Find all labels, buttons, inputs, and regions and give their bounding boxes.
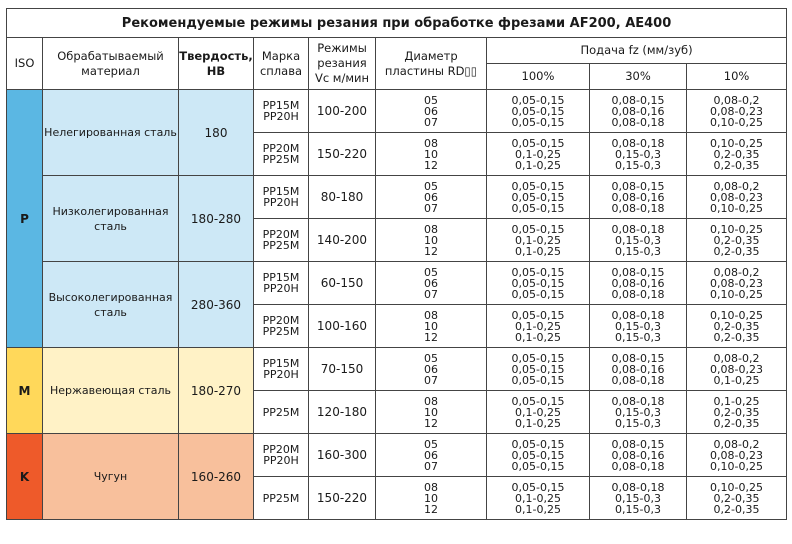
header-speed: Режимы резания Vc м/мин — [309, 38, 376, 90]
hardness-cell: 180-270 — [179, 348, 254, 434]
cell-value: 0,1-0,25 — [713, 373, 760, 387]
cell-value: 07 — [424, 287, 438, 301]
cell-value: 0,08-0,15 — [611, 265, 665, 279]
diameter-cell — [376, 90, 487, 133]
cell-value: 07 — [424, 459, 438, 473]
grade-cell — [254, 262, 309, 305]
feed-100-cell — [487, 133, 590, 176]
table-row — [7, 262, 787, 305]
grade-cell — [254, 348, 309, 391]
cell-value: 0,08-0,18 — [611, 201, 665, 215]
cell-value: 0,08-0,23 — [710, 104, 764, 118]
cell-value: 0,10-0,25 — [710, 459, 764, 473]
cell-value: 10 — [424, 233, 438, 247]
grade-cell — [254, 219, 309, 262]
cell-value: 0,08-0,16 — [611, 276, 665, 290]
grade-cell — [254, 305, 309, 348]
feed-10-cell — [687, 176, 787, 219]
grade-cell — [254, 477, 309, 520]
cell-value: 0,05-0,15 — [511, 222, 565, 236]
grade-value: PP25M — [262, 239, 300, 252]
feed-10-cell — [687, 219, 787, 262]
iso-group-cell: M — [7, 348, 43, 434]
diameter-cell — [376, 434, 487, 477]
cell-value: 0,1-0,25 — [515, 319, 561, 333]
grade-value: PP20M — [262, 443, 300, 456]
cell-value: 0,08-0,23 — [710, 276, 764, 290]
cutting-data-table — [6, 8, 787, 520]
speed-cell: 80-180 — [309, 176, 376, 219]
speed-cell: 150-220 — [309, 133, 376, 176]
cell-value: 0,10-0,25 — [710, 308, 764, 322]
cell-value: 0,15-0,3 — [615, 233, 661, 247]
feed-100-cell — [487, 176, 590, 219]
cell-value: 0,05-0,15 — [511, 136, 565, 150]
cell-value: 0,1-0,25 — [515, 147, 561, 161]
cell-value: 0,05-0,15 — [511, 190, 565, 204]
cell-value: 0,10-0,25 — [710, 480, 764, 494]
feed-10-cell — [687, 434, 787, 477]
cell-value: 0,2-0,35 — [713, 502, 760, 516]
grade-value: PP25M — [262, 491, 300, 505]
cell-value: 0,15-0,3 — [615, 330, 661, 344]
feed-10-cell — [687, 348, 787, 391]
cell-value: 0,08-0,16 — [611, 190, 665, 204]
header-feed-100: 100% — [487, 64, 590, 90]
cell-value: 0,08-0,18 — [611, 308, 665, 322]
cell-value: 05 — [424, 437, 438, 451]
cell-value: 0,1-0,25 — [515, 330, 561, 344]
cell-value: 0,15-0,3 — [615, 147, 661, 161]
header-feed-10: 10% — [687, 64, 787, 90]
cell-value: 05 — [424, 265, 438, 279]
speed-cell: 100-200 — [309, 90, 376, 133]
table-row — [7, 176, 787, 219]
diameter-cell — [376, 219, 487, 262]
material-cell: Нелегированная сталь — [43, 90, 179, 176]
cell-value: 0,08-0,18 — [611, 373, 665, 387]
cell-value: 0,10-0,25 — [710, 222, 764, 236]
cell-value: 0,05-0,15 — [511, 115, 565, 129]
header-material: Обрабатываемый материал — [43, 38, 179, 90]
header-grade: Марка сплава — [254, 38, 309, 90]
hardness-cell: 180-280 — [179, 176, 254, 262]
cell-value: 0,08-0,2 — [713, 179, 760, 193]
cell-value: 0,1-0,25 — [713, 394, 760, 408]
cell-value: 0,05-0,15 — [511, 362, 565, 376]
cell-value: 0,2-0,35 — [713, 416, 760, 430]
feed-10-cell — [687, 90, 787, 133]
cell-value: 08 — [424, 308, 438, 322]
feed-30-cell — [590, 219, 687, 262]
hardness-cell: 180 — [179, 90, 254, 176]
cell-value: 07 — [424, 115, 438, 129]
cell-value: 0,08-0,16 — [611, 448, 665, 462]
grade-value: PP15M — [262, 271, 300, 284]
cell-value: 0,08-0,23 — [710, 190, 764, 204]
grade-value: PP20M — [262, 314, 300, 327]
cell-value: 07 — [424, 373, 438, 387]
cell-value: 0,08-0,2 — [713, 437, 760, 451]
cell-value: 12 — [424, 502, 438, 516]
feed-100-cell — [487, 305, 590, 348]
feed-100-cell — [487, 477, 590, 520]
feed-10-cell — [687, 477, 787, 520]
header-diameter: Диаметр пластины RD▯▯ — [376, 38, 487, 90]
cell-value: 0,1-0,25 — [515, 491, 561, 505]
grade-value: PP20M — [262, 228, 300, 241]
table-row — [7, 348, 787, 391]
cell-value: 0,08-0,15 — [611, 179, 665, 193]
feed-100-cell — [487, 262, 590, 305]
table-title: Рекомендуемые режимы резания при обработке фрезами AF200, AE400 — [7, 9, 787, 38]
cell-value: 0,05-0,15 — [511, 480, 565, 494]
cell-value: 0,08-0,23 — [710, 448, 764, 462]
feed-10-cell — [687, 391, 787, 434]
diameter-cell — [376, 133, 487, 176]
cell-value: 0,08-0,2 — [713, 351, 760, 365]
cell-value: 0,08-0,15 — [611, 351, 665, 365]
cell-value: 0,05-0,15 — [511, 373, 565, 387]
grade-value: PP15M — [262, 357, 300, 370]
feed-30-cell — [590, 348, 687, 391]
cell-value: 0,08-0,2 — [713, 93, 760, 107]
cell-value: 0,05-0,15 — [511, 437, 565, 451]
cell-value: 06 — [424, 276, 438, 290]
cell-value: 0,05-0,15 — [511, 448, 565, 462]
hardness-cell: 280-360 — [179, 262, 254, 348]
cell-value: 0,2-0,35 — [713, 233, 760, 247]
speed-cell: 160-300 — [309, 434, 376, 477]
diameter-cell — [376, 348, 487, 391]
feed-30-cell — [590, 90, 687, 133]
feed-30-cell — [590, 176, 687, 219]
speed-cell: 100-160 — [309, 305, 376, 348]
cell-value: 0,2-0,35 — [713, 147, 760, 161]
cell-value: 12 — [424, 416, 438, 430]
iso-group-cell: P — [7, 90, 43, 348]
cell-value: 0,1-0,25 — [515, 405, 561, 419]
grade-value: PP15M — [262, 185, 300, 198]
grade-cell — [254, 133, 309, 176]
cell-value: 0,2-0,35 — [713, 491, 760, 505]
grade-value: PP20H — [263, 454, 299, 467]
header-feed-30: 30% — [590, 64, 687, 90]
cell-value: 12 — [424, 330, 438, 344]
table-body — [7, 90, 787, 520]
cell-value: 12 — [424, 158, 438, 172]
grade-value: PP25M — [262, 153, 300, 166]
material-cell: Чугун — [43, 434, 179, 520]
cell-value: 0,15-0,3 — [615, 491, 661, 505]
cell-value: 0,1-0,25 — [515, 158, 561, 172]
cell-value: 10 — [424, 319, 438, 333]
diameter-cell — [376, 477, 487, 520]
cell-value: 05 — [424, 93, 438, 107]
feed-100-cell — [487, 219, 590, 262]
cell-value: 0,10-0,25 — [710, 201, 764, 215]
cell-value: 0,08-0,15 — [611, 437, 665, 451]
speed-cell: 120-180 — [309, 391, 376, 434]
cell-value: 0,2-0,35 — [713, 158, 760, 172]
grade-value: PP20H — [263, 282, 299, 295]
diameter-cell — [376, 305, 487, 348]
header-feed: Подача fz (мм/зуб) — [487, 38, 787, 64]
cell-value: 0,05-0,15 — [511, 93, 565, 107]
hardness-cell: 160-260 — [179, 434, 254, 520]
cell-value: 06 — [424, 190, 438, 204]
cell-value: 0,08-0,18 — [611, 136, 665, 150]
cell-value: 05 — [424, 179, 438, 193]
cell-value: 06 — [424, 448, 438, 462]
grade-value: PP25M — [262, 325, 300, 338]
grade-value: PP20H — [263, 368, 299, 381]
material-cell: Низколегированная сталь — [43, 176, 179, 262]
diameter-cell — [376, 391, 487, 434]
cell-value: 0,05-0,15 — [511, 394, 565, 408]
grade-value: PP20H — [263, 196, 299, 209]
feed-100-cell — [487, 391, 590, 434]
speed-cell: 150-220 — [309, 477, 376, 520]
speed-cell: 140-200 — [309, 219, 376, 262]
cell-value: 0,15-0,3 — [615, 502, 661, 516]
cell-value: 06 — [424, 104, 438, 118]
cell-value: 0,05-0,15 — [511, 201, 565, 215]
material-cell: Нержавеющая сталь — [43, 348, 179, 434]
cell-value: 0,05-0,15 — [511, 308, 565, 322]
cell-value: 0,15-0,3 — [615, 405, 661, 419]
table-row — [7, 434, 787, 477]
cell-value: 0,15-0,3 — [615, 416, 661, 430]
feed-100-cell — [487, 90, 590, 133]
cell-value: 0,10-0,25 — [710, 115, 764, 129]
grade-value: PP25M — [262, 405, 300, 419]
cell-value: 08 — [424, 222, 438, 236]
cell-value: 0,15-0,3 — [615, 244, 661, 258]
feed-100-cell — [487, 434, 590, 477]
cell-value: 0,08-0,15 — [611, 93, 665, 107]
feed-30-cell — [590, 434, 687, 477]
cell-value: 08 — [424, 394, 438, 408]
cell-value: 0,1-0,25 — [515, 416, 561, 430]
cell-value: 0,1-0,25 — [515, 233, 561, 247]
feed-30-cell — [590, 477, 687, 520]
grade-value: PP20H — [263, 110, 299, 123]
cell-value: 0,08-0,18 — [611, 459, 665, 473]
feed-10-cell — [687, 133, 787, 176]
cell-value: 08 — [424, 480, 438, 494]
cell-value: 0,08-0,16 — [611, 104, 665, 118]
cell-value: 0,2-0,35 — [713, 244, 760, 258]
cell-value: 06 — [424, 362, 438, 376]
grade-cell — [254, 391, 309, 434]
cell-value: 0,08-0,18 — [611, 287, 665, 301]
diameter-cell — [376, 176, 487, 219]
feed-10-cell — [687, 262, 787, 305]
feed-30-cell — [590, 133, 687, 176]
grade-cell — [254, 176, 309, 219]
cell-value: 0,2-0,35 — [713, 330, 760, 344]
grade-value: PP20M — [262, 142, 300, 155]
cell-value: 0,08-0,18 — [611, 480, 665, 494]
cell-value: 07 — [424, 201, 438, 215]
header-hardness: Твердость, НВ — [179, 38, 254, 90]
feed-30-cell — [590, 305, 687, 348]
cell-value: 0,10-0,25 — [710, 136, 764, 150]
header-iso: ISO — [7, 38, 43, 90]
cell-value: 0,10-0,25 — [710, 287, 764, 301]
cell-value: 12 — [424, 244, 438, 258]
cell-value: 0,08-0,18 — [611, 222, 665, 236]
cell-value: 0,2-0,35 — [713, 319, 760, 333]
cell-value: 0,05-0,15 — [511, 287, 565, 301]
cell-value: 0,05-0,15 — [511, 459, 565, 473]
grade-cell — [254, 434, 309, 477]
feed-100-cell — [487, 348, 590, 391]
grade-cell — [254, 90, 309, 133]
cell-value: 05 — [424, 351, 438, 365]
feed-30-cell — [590, 391, 687, 434]
iso-group-cell: K — [7, 434, 43, 520]
diameter-cell — [376, 262, 487, 305]
cell-value: 10 — [424, 147, 438, 161]
cell-value: 10 — [424, 491, 438, 505]
cell-value: 0,08-0,18 — [611, 115, 665, 129]
cell-value: 0,05-0,15 — [511, 265, 565, 279]
material-cell: Высоколегированная сталь — [43, 262, 179, 348]
cell-value: 0,05-0,15 — [511, 179, 565, 193]
cell-value: 0,1-0,25 — [515, 244, 561, 258]
cell-value: 0,05-0,15 — [511, 351, 565, 365]
cell-value: 0,08-0,23 — [710, 362, 764, 376]
table-row — [7, 90, 787, 133]
feed-10-cell — [687, 305, 787, 348]
cell-value: 10 — [424, 405, 438, 419]
cell-value: 0,08-0,16 — [611, 362, 665, 376]
cell-value: 0,05-0,15 — [511, 104, 565, 118]
grade-value: PP15M — [262, 99, 300, 112]
cell-value: 0,1-0,25 — [515, 502, 561, 516]
cell-value: 0,08-0,18 — [611, 394, 665, 408]
cell-value: 0,2-0,35 — [713, 405, 760, 419]
cell-value: 0,15-0,3 — [615, 319, 661, 333]
feed-30-cell — [590, 262, 687, 305]
cell-value: 0,15-0,3 — [615, 158, 661, 172]
cell-value: 0,05-0,15 — [511, 276, 565, 290]
cell-value: 08 — [424, 136, 438, 150]
cell-value: 0,08-0,2 — [713, 265, 760, 279]
speed-cell: 70-150 — [309, 348, 376, 391]
cutting-data-table-wrapper — [6, 8, 786, 520]
speed-cell: 60-150 — [309, 262, 376, 305]
